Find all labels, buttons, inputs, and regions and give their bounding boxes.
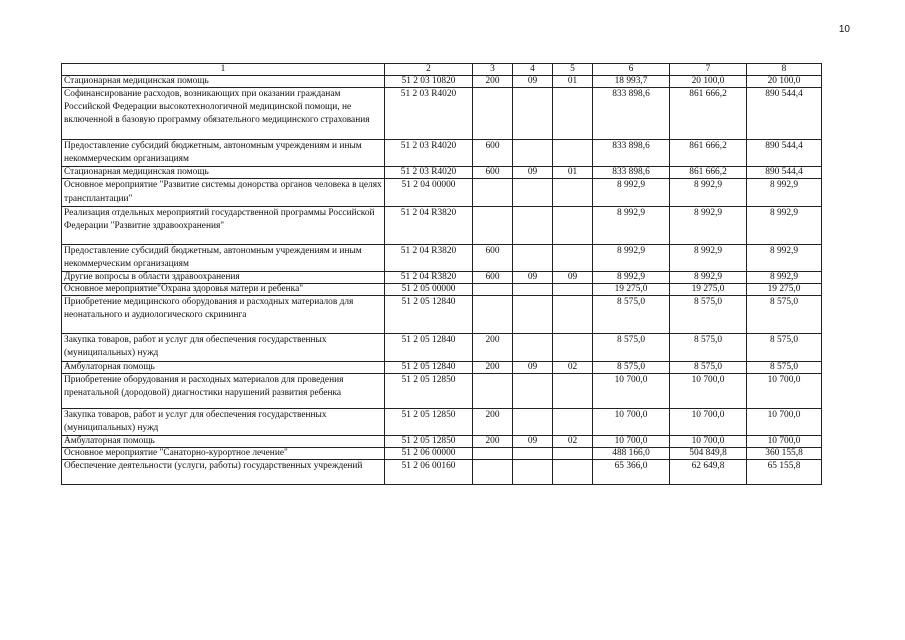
row-value-col6: 10 700,0 xyxy=(593,436,670,448)
row-vr xyxy=(473,284,513,296)
row-code: 51 2 05 12840 xyxy=(385,361,473,373)
row-value-col6: 8 992,9 xyxy=(593,272,670,284)
row-value-col8: 360 155,8 xyxy=(747,448,822,460)
row-value-col8: 8 992,9 xyxy=(747,272,822,284)
row-rz: 09 xyxy=(513,76,553,88)
row-rz xyxy=(513,88,553,140)
row-name: Основное мероприятие "Санаторно-курортное лечение" xyxy=(62,448,385,460)
row-pr xyxy=(553,448,593,460)
row-pr xyxy=(553,460,593,485)
table-row xyxy=(62,334,822,361)
row-vr: 600 xyxy=(473,140,513,167)
row-rz xyxy=(513,296,553,334)
row-value-col6: 8 575,0 xyxy=(593,334,670,361)
column-header: 1 xyxy=(62,64,385,76)
row-value-col7: 8 992,9 xyxy=(670,272,747,284)
row-vr xyxy=(473,88,513,140)
row-value-col6: 65 366,0 xyxy=(593,460,670,485)
row-value-col8: 890 544,4 xyxy=(747,88,822,140)
row-value-col7: 10 700,0 xyxy=(670,408,747,435)
row-value-col8: 10 700,0 xyxy=(747,408,822,435)
row-value-col8: 8 992,9 xyxy=(747,206,822,244)
column-header: 3 xyxy=(473,64,513,76)
row-value-col7: 8 992,9 xyxy=(670,179,747,206)
row-vr xyxy=(473,206,513,244)
row-value-col6: 833 898,6 xyxy=(593,140,670,167)
row-value-col8: 8 575,0 xyxy=(747,361,822,373)
row-pr xyxy=(553,140,593,167)
row-rz: 09 xyxy=(513,361,553,373)
row-vr: 200 xyxy=(473,334,513,361)
row-rz xyxy=(513,460,553,485)
row-pr: 01 xyxy=(553,76,593,88)
row-value-col7: 861 666,2 xyxy=(670,140,747,167)
row-code: 51 2 05 12840 xyxy=(385,296,473,334)
table-row xyxy=(62,408,822,435)
row-name: Приобретение медицинского оборудования и расходных материалов для неонатального и аудиологического скрининга xyxy=(62,296,385,334)
table-row xyxy=(62,272,822,284)
row-vr xyxy=(473,460,513,485)
row-value-col7: 19 275,0 xyxy=(670,284,747,296)
row-value-col7: 10 700,0 xyxy=(670,436,747,448)
row-code: 51 2 03 R4020 xyxy=(385,167,473,179)
row-code: 51 2 05 12850 xyxy=(385,408,473,435)
row-value-col7: 504 849,8 xyxy=(670,448,747,460)
row-value-col8: 65 155,8 xyxy=(747,460,822,485)
row-rz: 09 xyxy=(513,436,553,448)
row-value-col8: 890 544,4 xyxy=(747,140,822,167)
row-code: 51 2 04 R3820 xyxy=(385,272,473,284)
row-name: Реализация отдельных мероприятий государственной программы Российской Федерации "Развитие здравоохранения" xyxy=(62,206,385,244)
row-name: Софинансирование расходов, возникающих при оказании гражданам Российской Федерации высокотехнологичной медицинской помощи, не включенной в базовую программу обязательного медицинского страхования xyxy=(62,88,385,140)
column-header: 4 xyxy=(513,64,553,76)
column-header: 7 xyxy=(670,64,747,76)
row-pr xyxy=(553,88,593,140)
row-name: Приобретение оборудования и расходных материалов для проведения пренатальной (дородовой) диагностики нарушений развития ребенка xyxy=(62,373,385,408)
row-value-col6: 8 992,9 xyxy=(593,244,670,271)
row-pr xyxy=(553,373,593,408)
row-value-col8: 8 992,9 xyxy=(747,179,822,206)
row-value-col8: 8 575,0 xyxy=(747,334,822,361)
column-header: 6 xyxy=(593,64,670,76)
row-vr xyxy=(473,373,513,408)
row-code: 51 2 06 00160 xyxy=(385,460,473,485)
row-name: Стационарная медицинская помощь xyxy=(62,167,385,179)
row-value-col8: 20 100,0 xyxy=(747,76,822,88)
table-row xyxy=(62,284,822,296)
table-row xyxy=(62,296,822,334)
row-code: 51 2 05 12840 xyxy=(385,334,473,361)
row-pr xyxy=(553,179,593,206)
row-vr xyxy=(473,179,513,206)
row-value-col6: 488 166,0 xyxy=(593,448,670,460)
row-value-col7: 861 666,2 xyxy=(670,167,747,179)
row-value-col6: 10 700,0 xyxy=(593,373,670,408)
row-rz xyxy=(513,140,553,167)
row-name: Предоставление субсидий бюджетным, автономным учреждениям и иным некоммерческим организациям xyxy=(62,140,385,167)
row-name: Амбулаторная помощь xyxy=(62,361,385,373)
row-value-col7: 8 992,9 xyxy=(670,206,747,244)
row-pr xyxy=(553,284,593,296)
row-value-col7: 20 100,0 xyxy=(670,76,747,88)
row-vr: 200 xyxy=(473,76,513,88)
row-vr: 200 xyxy=(473,361,513,373)
row-code: 51 2 04 R3820 xyxy=(385,244,473,271)
row-vr xyxy=(473,448,513,460)
table-row xyxy=(62,244,822,271)
row-pr xyxy=(553,334,593,361)
row-pr: 02 xyxy=(553,436,593,448)
row-code: 51 2 03 10820 xyxy=(385,76,473,88)
table-row xyxy=(62,373,822,408)
row-rz xyxy=(513,244,553,271)
row-value-col6: 8 992,9 xyxy=(593,179,670,206)
row-code: 51 2 03 R4020 xyxy=(385,88,473,140)
column-number-row xyxy=(62,64,822,76)
row-name: Основное мероприятие "Развитие системы донорства органов человека в целях трансплантации" xyxy=(62,179,385,206)
row-vr: 200 xyxy=(473,408,513,435)
row-name: Закупка товаров, работ и услуг для обеспечения государственных (муниципальных) нужд xyxy=(62,334,385,361)
row-code: 51 2 04 00000 xyxy=(385,179,473,206)
row-value-col6: 10 700,0 xyxy=(593,408,670,435)
table-row xyxy=(62,167,822,179)
row-vr: 600 xyxy=(473,244,513,271)
row-name: Стационарная медицинская помощь xyxy=(62,76,385,88)
column-header: 5 xyxy=(553,64,593,76)
row-rz: 09 xyxy=(513,272,553,284)
row-value-col6: 833 898,6 xyxy=(593,88,670,140)
row-pr: 09 xyxy=(553,272,593,284)
row-code: 51 2 05 12850 xyxy=(385,373,473,408)
column-header: 8 xyxy=(747,64,822,76)
row-name: Другие вопросы в области здравоохранения xyxy=(62,272,385,284)
row-rz xyxy=(513,334,553,361)
row-vr xyxy=(473,296,513,334)
table-row xyxy=(62,448,822,460)
table-row xyxy=(62,179,822,206)
row-name: Предоставление субсидий бюджетным, автономным учреждениям и иным некоммерческим организациям xyxy=(62,244,385,271)
row-value-col7: 8 575,0 xyxy=(670,361,747,373)
row-value-col8: 8 992,9 xyxy=(747,244,822,271)
page-number: 10 xyxy=(838,24,850,35)
table-row xyxy=(62,460,822,485)
row-name: Закупка товаров, работ и услуг для обеспечения государственных (муниципальных) нужд xyxy=(62,408,385,435)
row-value-col6: 8 575,0 xyxy=(593,296,670,334)
table-row xyxy=(62,436,822,448)
row-code: 51 2 05 00000 xyxy=(385,284,473,296)
row-name: Основное мероприятие"Охрана здоровья матери и ребенка" xyxy=(62,284,385,296)
row-rz xyxy=(513,448,553,460)
row-value-col7: 8 575,0 xyxy=(670,334,747,361)
row-value-col6: 19 275,0 xyxy=(593,284,670,296)
row-pr xyxy=(553,296,593,334)
row-pr: 01 xyxy=(553,167,593,179)
row-value-col6: 8 575,0 xyxy=(593,361,670,373)
row-vr: 200 xyxy=(473,436,513,448)
row-value-col7: 62 649,8 xyxy=(670,460,747,485)
row-rz xyxy=(513,284,553,296)
row-value-col8: 8 575,0 xyxy=(747,296,822,334)
row-value-col8: 10 700,0 xyxy=(747,436,822,448)
row-rz xyxy=(513,408,553,435)
row-value-col8: 890 544,4 xyxy=(747,167,822,179)
table-row xyxy=(62,206,822,244)
row-rz xyxy=(513,179,553,206)
row-pr xyxy=(553,206,593,244)
column-header: 2 xyxy=(385,64,473,76)
row-pr xyxy=(553,244,593,271)
row-rz xyxy=(513,373,553,408)
row-value-col6: 8 992,9 xyxy=(593,206,670,244)
row-value-col7: 10 700,0 xyxy=(670,373,747,408)
table-row xyxy=(62,88,822,140)
row-pr: 02 xyxy=(553,361,593,373)
row-value-col7: 8 992,9 xyxy=(670,244,747,271)
row-code: 51 2 05 12850 xyxy=(385,436,473,448)
table-row xyxy=(62,140,822,167)
table-row xyxy=(62,76,822,88)
row-code: 51 2 06 00000 xyxy=(385,448,473,460)
row-rz xyxy=(513,206,553,244)
row-vr: 600 xyxy=(473,167,513,179)
row-name: Обеспечение деятельности (услуги, работы) государственных учреждений xyxy=(62,460,385,485)
row-code: 51 2 03 R4020 xyxy=(385,140,473,167)
row-value-col6: 18 993,7 xyxy=(593,76,670,88)
budget-table xyxy=(61,63,822,485)
row-rz: 09 xyxy=(513,167,553,179)
table-row xyxy=(62,361,822,373)
row-value-col6: 833 898,6 xyxy=(593,167,670,179)
row-value-col7: 8 575,0 xyxy=(670,296,747,334)
row-value-col7: 861 666,2 xyxy=(670,88,747,140)
row-vr: 600 xyxy=(473,272,513,284)
row-value-col8: 10 700,0 xyxy=(747,373,822,408)
row-pr xyxy=(553,408,593,435)
row-value-col8: 19 275,0 xyxy=(747,284,822,296)
row-name: Амбулаторная помощь xyxy=(62,436,385,448)
row-code: 51 2 04 R3820 xyxy=(385,206,473,244)
